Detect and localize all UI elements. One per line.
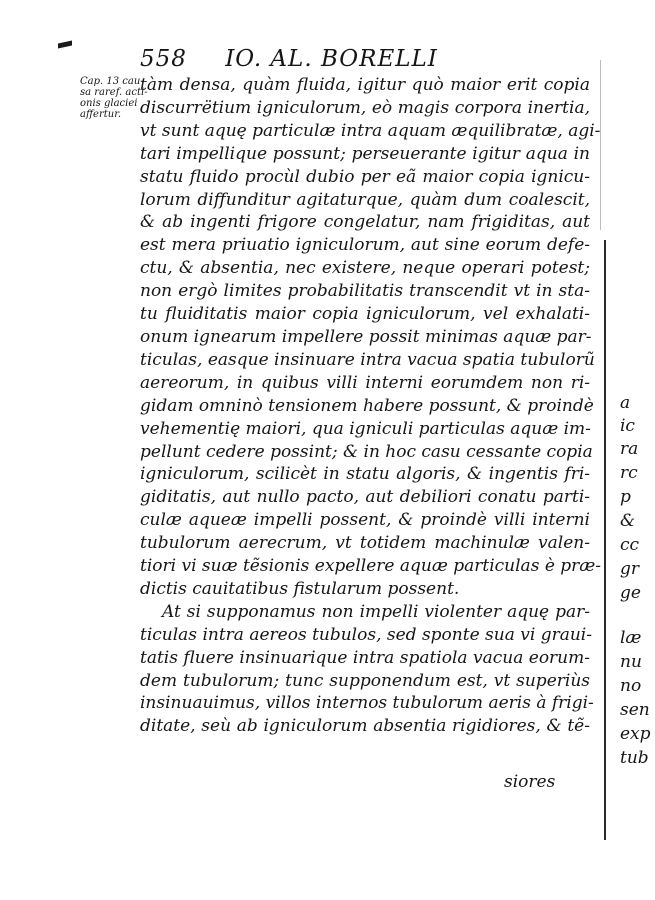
text-line: pellunt cedere possint; & in hoc casu cessante copia <box>140 441 593 462</box>
marginal-note <box>80 76 148 120</box>
text-line: ctu, & absentia, nec existere, neque operari potest; <box>140 258 590 279</box>
text-line: onum ignearum impellere possit minimas aquæ par- <box>140 326 592 347</box>
page-mark-dash <box>58 41 72 49</box>
catchword: siores <box>504 772 556 792</box>
text-line: tiori vi suæ tẽsionis expellere aquæ particulas è præ- <box>140 556 602 577</box>
running-header <box>140 46 438 72</box>
text-line: aereorum, in quibus villi interni eorumdem non ri- <box>140 372 590 393</box>
text-line: tu fluiditatis maior copia igniculorum, vel exhalati- <box>140 304 590 325</box>
facing-page-text-fragment: ic <box>620 416 635 436</box>
facing-page-text-fragment: rc <box>620 463 638 483</box>
text-line: vt sunt aquę particulæ intra aquam æquilibratæ, agi- <box>140 120 601 141</box>
facing-page-text-fragment: sen <box>620 700 650 720</box>
facing-page-text-fragment: no <box>620 676 642 696</box>
facing-page-text-fragment: læ <box>620 628 642 648</box>
text-line: & ab ingenti frigore congelatur, nam frigiditas, aut <box>140 212 590 233</box>
text-line: est mera priuatio igniculorum, aut sine eorum defe- <box>140 235 590 256</box>
text-line: tari impellique possunt; perseuerante igitur aqua in <box>140 143 590 164</box>
facing-page-text-fragment: a <box>620 393 631 413</box>
text-line: culæ aqueæ impelli possent, & proindè villi interni <box>140 510 590 531</box>
main-text <box>140 74 602 738</box>
facing-page-text-fragment: ra <box>620 439 639 459</box>
text-line: giditatis, aut nullo pacto, aut debiliori conatu parti- <box>140 487 590 508</box>
gutter-shadow <box>600 60 601 230</box>
marginal-note-line: Cap. 13 cau- <box>80 76 144 87</box>
marginal-note-line: onis glaciei <box>80 98 138 109</box>
text-line: insinuauimus, villos internos tubulorum aeris à frigi- <box>140 693 594 714</box>
text-line: igniculorum, scilicèt in statu algoris, & ingentis fri- <box>140 464 590 485</box>
facing-page-text-fragment: p <box>620 487 631 507</box>
text-line: dictis cauitatibus fistularum possent. <box>140 578 460 599</box>
text-line: ditate, seù ab igniculorum absentia rigidiores, & tẽ- <box>140 716 590 737</box>
facing-page-text-fragment: cc <box>620 535 640 555</box>
text-line: tatis fluere insinuarique intra spatiola vacua eorum- <box>140 647 590 668</box>
paragraph-start-line: At si supponamus non impelli violenter aquę par- <box>162 601 590 622</box>
facing-page-text-fragment: gr <box>620 559 640 579</box>
text-line: lorum diffunditur agitaturque, quàm dum coalescit, <box>140 189 590 210</box>
text-line: vehementię maiori, qua igniculi particulas aquæ im- <box>140 418 591 439</box>
text-line: gidam omninò tensionem habere possunt, & proindè <box>140 395 594 416</box>
facing-page-text-fragment: nu <box>620 652 642 672</box>
facing-page-text-fragment: ge <box>620 583 641 603</box>
facing-page-text-fragment: exp <box>620 724 651 744</box>
facing-page-text-fragment: tub <box>620 748 649 768</box>
facing-page-text-fragment: & <box>620 511 636 531</box>
text-line: non ergò limites probabilitatis transcendit vt in sta- <box>140 281 590 302</box>
text-line: tàm densa, quàm fluida, igitur quò maior erit copia <box>140 75 590 95</box>
book-spine-edge <box>604 240 606 840</box>
marginal-note-line: affertur. <box>80 109 122 120</box>
text-line: ticulas intra aereos tubulos, sed sponte sua vi graui- <box>140 624 592 645</box>
text-line: tubulorum aerecrum, vt totidem machinulæ valen- <box>140 533 590 554</box>
text-line: ticulas, easque insinuare intra vacua spatia tubulorũ <box>140 349 595 370</box>
running-head-title: IO. AL. BORELLI <box>225 46 438 72</box>
page-number: 558 <box>140 46 187 72</box>
text-line: dem tubulorum; tunc supponendum est, vt superiùs <box>140 670 590 691</box>
marginal-note-line: sa raref. acti- <box>80 87 148 98</box>
text-line: discurrëtium igniculorum, eò magis corpora inertia, <box>140 97 590 118</box>
text-line: statu fluido procùl dubio per eã maior copia ignicu- <box>140 166 590 187</box>
